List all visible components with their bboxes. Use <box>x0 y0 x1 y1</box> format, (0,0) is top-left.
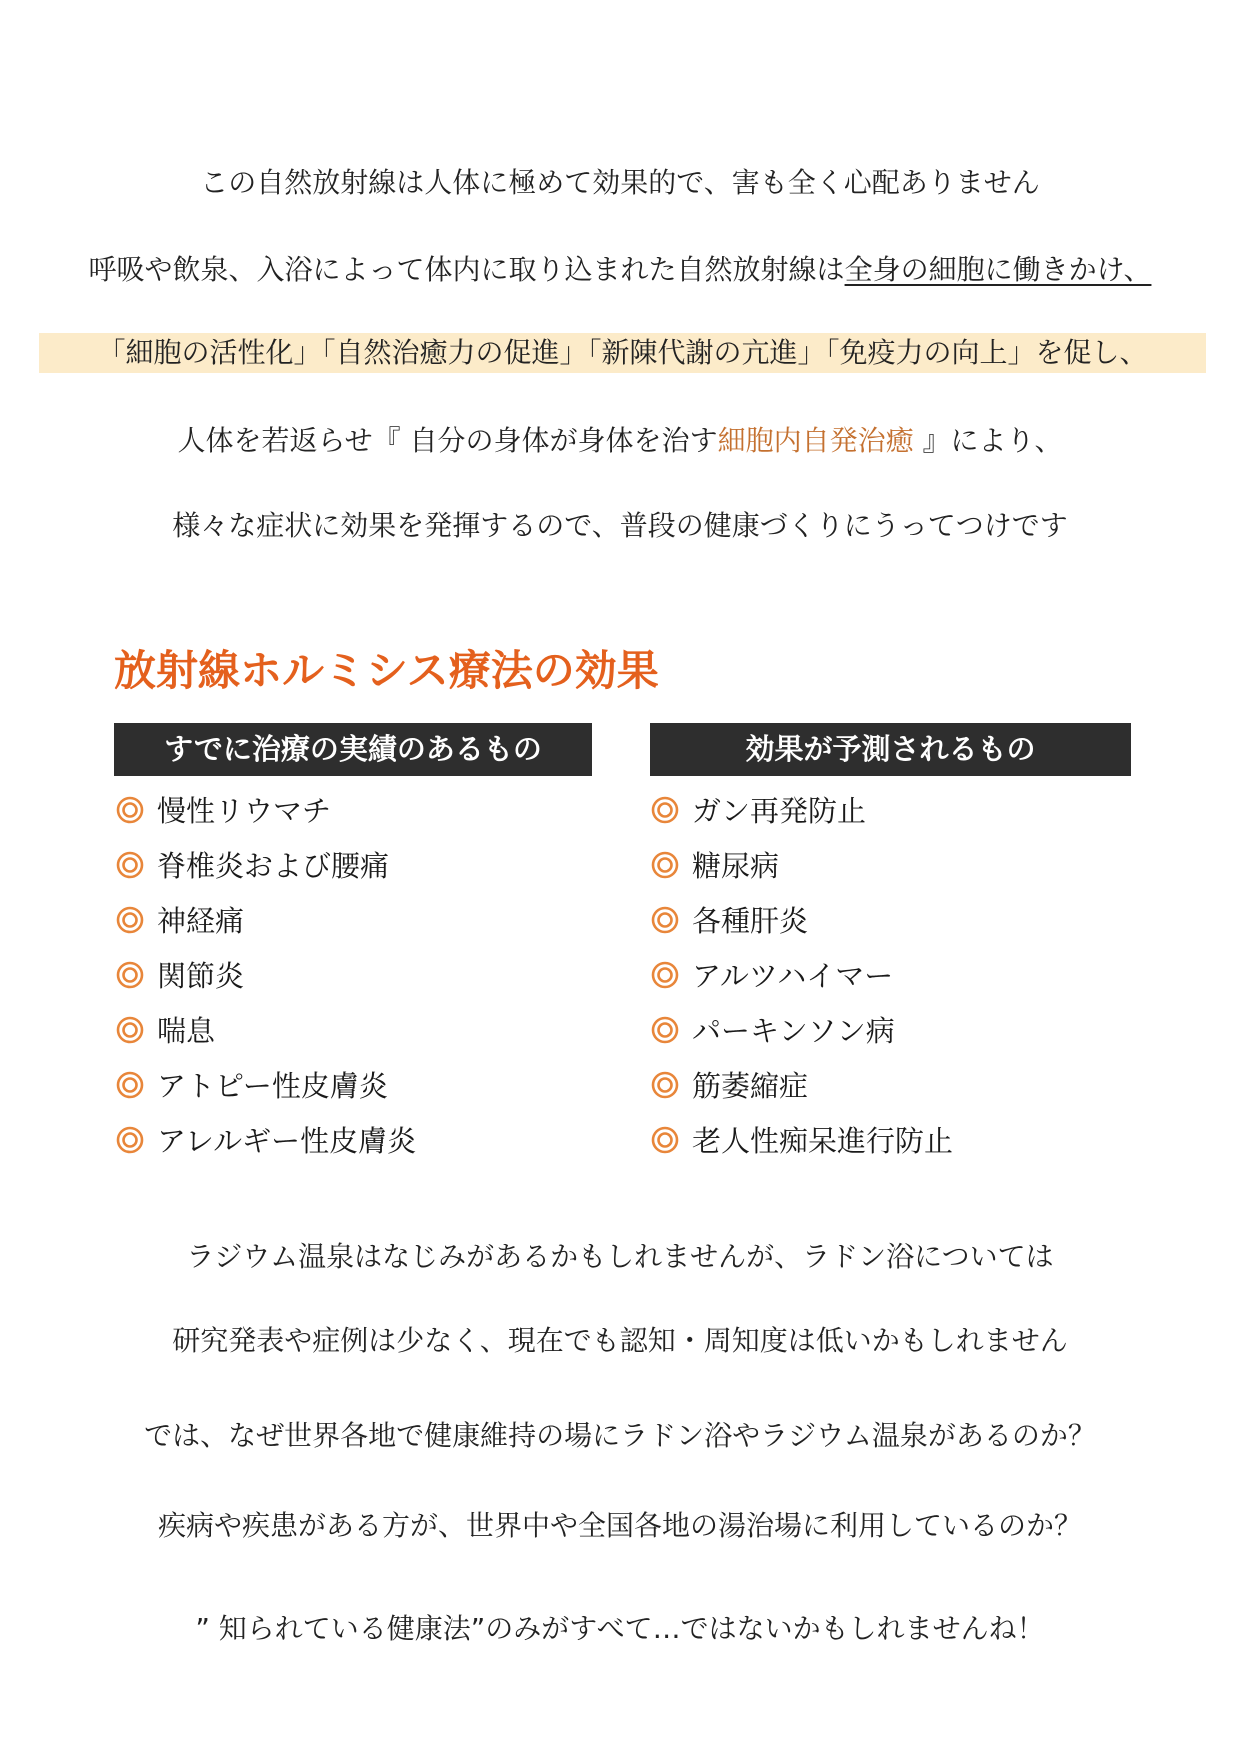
list-item-label: 各種肝炎 <box>692 904 809 938</box>
double-circle-icon <box>651 906 679 934</box>
list-item-label: 脊椎炎および腰痛 <box>157 849 390 883</box>
closing-line-4: 疾病や疾患がある方が、世界中や全国各地の湯治場に利用しているのか？ <box>157 1509 1082 1542</box>
double-circle-icon <box>116 1126 144 1154</box>
double-circle-icon <box>116 961 144 989</box>
list-item-label: 筋萎縮症 <box>692 1069 809 1103</box>
double-circle-icon <box>116 1071 144 1099</box>
closing-line-3: では、なぜ世界各地で健康維持の場にラドン浴やラジウム温泉があるのか？ <box>144 1419 1096 1452</box>
list-item-label: アレルギー性皮膚炎 <box>157 1124 417 1158</box>
highlight-band: 「細胞の活性化」「自然治癒力の促進」「新陳代謝の亢進」「免疫力の向上」を促し、 <box>39 333 1206 373</box>
list-item <box>116 1002 416 1057</box>
double-circle-icon <box>651 1016 679 1044</box>
list-item <box>651 1057 953 1112</box>
double-circle-icon <box>116 1016 144 1044</box>
list-item <box>116 947 416 1002</box>
list-item <box>116 1112 416 1167</box>
double-circle-icon <box>116 906 144 934</box>
proven-list <box>116 782 416 1167</box>
list-item <box>651 947 953 1002</box>
list-item <box>651 782 953 837</box>
list-item <box>116 782 416 837</box>
list-item-label: パーキンソン病 <box>692 1014 895 1048</box>
list-item-label: アルツハイマー <box>692 959 894 993</box>
list-item-label: アトピー性皮膚炎 <box>157 1069 388 1103</box>
list-item <box>651 1112 953 1167</box>
list-item-label: 老人性痴呆進行防止 <box>692 1124 954 1158</box>
intro-line-2 <box>0 250 1240 290</box>
list-item <box>651 837 953 892</box>
list-item-label: 関節炎 <box>157 959 245 993</box>
proven-header-label: すでに治療の実績のあるもの <box>164 732 542 766</box>
double-circle-icon <box>651 1071 679 1099</box>
list-item <box>651 892 953 947</box>
intro-line-4-before: 人体を若返らせ『 自分の身体が身体を治す <box>177 424 718 457</box>
list-item <box>651 1002 953 1057</box>
intro-line-4 <box>0 421 1240 461</box>
double-circle-icon <box>651 961 679 989</box>
double-circle-icon <box>116 851 144 879</box>
closing-line-1: ラジウム温泉はなじみがあるかもしれませんが、ラドン浴については <box>186 1240 1054 1273</box>
expected-header-label: 効果が予測されるもの <box>745 732 1036 766</box>
double-circle-icon <box>651 1126 679 1154</box>
closing-line-2: 研究発表や症例は少なく、現在でも認知・周知度は低いかもしれません <box>172 1324 1068 1357</box>
list-item <box>116 892 416 947</box>
list-item <box>116 1057 416 1112</box>
list-item-label: 喘息 <box>157 1014 216 1048</box>
list-item-label: 慢性リウマチ <box>157 794 332 828</box>
expected-list <box>651 782 953 1167</box>
double-circle-icon <box>651 851 679 879</box>
intro-line-4-after: 』により、 <box>913 424 1063 457</box>
intro-line-1: この自然放射線は人体に極めて効果的で、害も全く心配ありません <box>200 166 1040 199</box>
intro-line-2-underlined: 全身の細胞に働きかけ、 <box>844 253 1152 286</box>
proven-header-banner <box>114 723 592 776</box>
intro-line-2-text: 呼吸や飲泉、入浴によって体内に取り込まれた自然放射線は <box>88 253 845 286</box>
list-item-label: 神経痛 <box>157 904 245 938</box>
expected-header-banner <box>650 723 1131 776</box>
intro-line-4-highlight: 細胞内自発治癒 <box>717 424 914 457</box>
closing-line-5: ” 知られている健康法”のみがすべて…ではないかもしれませんね！ <box>195 1612 1045 1645</box>
intro-line-5: 様々な症状に効果を発揮するので、普段の健康づくりにうってつけです <box>172 509 1068 542</box>
double-circle-icon <box>116 796 144 824</box>
list-item <box>116 837 416 892</box>
section-heading: 放射線ホルミシス療法の効果 <box>114 646 659 695</box>
list-item-label: ガン再発防止 <box>692 794 867 828</box>
list-item-label: 糖尿病 <box>692 849 780 883</box>
double-circle-icon <box>651 796 679 824</box>
